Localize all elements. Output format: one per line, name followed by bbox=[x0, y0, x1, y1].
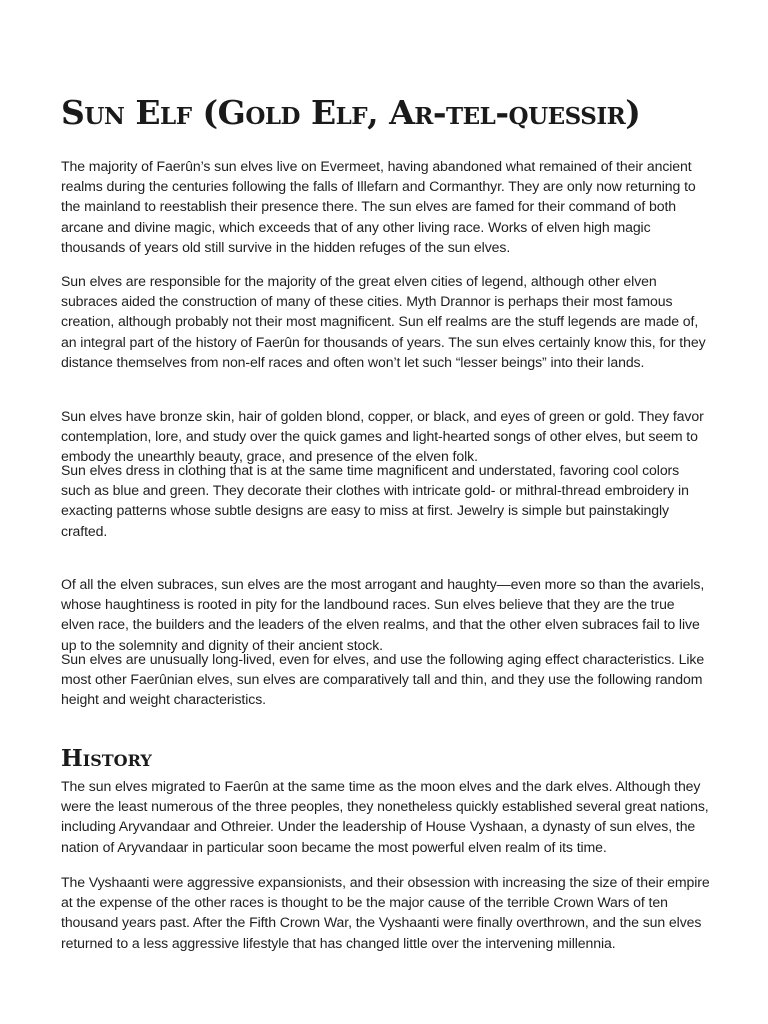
intro-paragraph-6: Sun elves are unusually long-lived, even for elves, and use the following aging effect characteristics. Like most other Faerûnian elves, sun elves are comparatively tall and thin, and they use the following random height and weight characteristics. bbox=[61, 651, 705, 708]
intro-paragraph-2: Sun elves are responsible for the majority of the great elven cities of legend, although other elven subraces aided the construction of many of these cities. Myth Drannor is perhaps their most famous creation, although probably not their most magnificent. Sun elf realms are the stuff legends are made of, an integral part of the history of Faerûn for thousands of years. The sun elves certainly know this, for they distance themselves from non-elf races and often won’t let such “lesser beings” into their lands. bbox=[61, 273, 706, 370]
intro-paragraph-1: The majority of Faerûn’s sun elves live on Evermeet, having abandoned what remained of their ancient realms during the centuries following the falls of Illefarn and Cormanthyr. They are only now returning to the mainland to reestablish their presence there. The sun elves are famed for their command of both arcane and divine magic, which exceeds that of any other living race. Works of elven high magic thousands of years old still survive in the hidden refuges of the sun elves. bbox=[61, 158, 696, 255]
history-paragraph-2: The Vyshaanti were aggressive expansionists, and their obsession with increasing the size of their empire at the expense of the other races is thought to be the major cause of the terrible Crown Wars of ten thousand years past. After the Fifth Crown War, the Vyshaanti were finally overthrown, and the sun elves returned to a less aggressive lifestyle that has changed little over the intervening millennia. bbox=[61, 874, 710, 951]
intro-paragraph-3: Sun elves have bronze skin, hair of golden blond, copper, or black, and eyes of green or gold. They favor contemplation, lore, and study over the quick games and light-hearted songs of other elves, but seem to embody the unearthly beauty, grace, and presence of the elven folk. bbox=[61, 408, 704, 465]
intro-paragraph-5: Of all the elven subraces, sun elves are the most arrogant and haughty—even more so than the avariels, whose haughtiness is rooted in pity for the landbound races. Sun elves believe that they are the true elven race, the builders and the leaders of the elven realms, and that the other elven subraces fail to live up to the solemnity and dignity of their ancient stock. bbox=[61, 576, 705, 653]
page-title: Sun Elf (Gold Elf, Ar-tel-quessir) bbox=[61, 93, 641, 132]
history-paragraph-1: The sun elves migrated to Faerûn at the same time as the moon elves and the dark elves. Although they were the least numerous of the three peoples, they nonetheless quickly established several great nations, including Aryvandaar and Othreier. Under the leadership of House Vyshaan, a dynasty of sun elves, the nation of Aryvandaar in particular soon became the most powerful elven realm of its time. bbox=[61, 778, 709, 855]
history-heading: History bbox=[61, 745, 152, 772]
intro-paragraph-4: Sun elves dress in clothing that is at the same time magnificent and understated, favoring cool colors such as blue and green. They decorate their clothes with intricate gold- or mithral-thread embroidery in exacting patterns whose subtle designs are easy to miss at first. Jewelry is simple but painstakingly crafted. bbox=[61, 462, 689, 539]
